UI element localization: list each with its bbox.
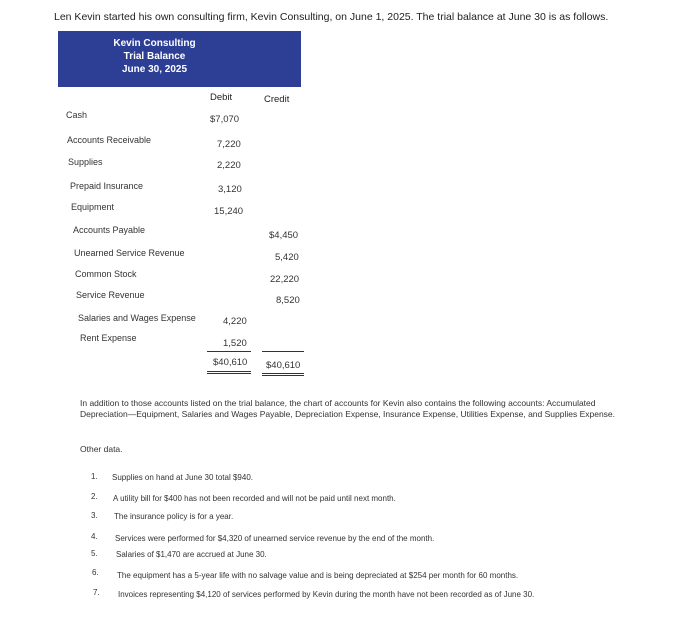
account-name: Salaries and Wages Expense xyxy=(78,313,196,323)
account-name: Common Stock xyxy=(75,269,137,279)
account-name: Prepaid Insurance xyxy=(70,181,144,191)
account-name: Unearned Service Revenue xyxy=(74,248,185,258)
company-name: Kevin Consulting xyxy=(113,38,196,49)
credit-amount: 22,220 xyxy=(270,274,300,285)
credit-amount: 8,520 xyxy=(276,295,300,306)
debit-amount: 7,220 xyxy=(217,139,241,150)
other-data-label: Other data. xyxy=(80,444,123,454)
account-name: Accounts Receivable xyxy=(67,135,152,145)
chart-of-accounts-paragraph: In addition to those accounts listed on the trial balance, the chart of accounts for Kevin also contains the following accounts: Accumulated Depreciation—Equipment, Salaries and Wages Payable, Depreciation Expense, Insurance Expense, Utilities Expense, and Supplies Expense. xyxy=(80,398,616,419)
debit-amount: 4,220 xyxy=(223,316,247,327)
item-text: Supplies on hand at June 30 total $940. xyxy=(112,473,253,482)
debit-total: $40,610 xyxy=(213,357,248,368)
total-rule-credit xyxy=(262,351,304,352)
item-number: 3. xyxy=(91,511,98,520)
credit-column-header: Credit xyxy=(264,94,290,105)
double-rule-credit xyxy=(262,373,304,374)
total-rule-debit xyxy=(207,351,251,352)
account-name: Cash xyxy=(66,110,88,120)
item-text: Services were performed for $4,320 of unearned service revenue by the end of the month. xyxy=(115,534,435,543)
debit-amount: 3,120 xyxy=(218,184,242,195)
item-number: 7. xyxy=(93,588,100,597)
item-number: 5. xyxy=(91,549,98,558)
account-name: Equipment xyxy=(71,202,115,212)
account-name: Service Revenue xyxy=(76,290,145,300)
item-text: The equipment has a 5-year life with no salvage value and is being depreciated at $254 per month for 60 months. xyxy=(117,571,519,580)
credit-total: $40,610 xyxy=(266,360,301,371)
statement-title: Trial Balance xyxy=(123,51,186,62)
item-number: 4. xyxy=(91,532,98,541)
item-text: Salaries of $1,470 are accrued at June 30. xyxy=(116,550,267,559)
credit-amount: $4,450 xyxy=(269,230,299,241)
item-number: 1. xyxy=(91,472,98,481)
intro-text: Len Kevin started his own consulting firm, Kevin Consulting, on June 1, 2025. The trial balance at June 30 is as follows. xyxy=(54,11,609,23)
item-text: Invoices representing $4,120 of services performed by Kevin during the month have not been recorded as of June 30. xyxy=(118,590,535,599)
debit-amount: 2,220 xyxy=(217,160,241,171)
item-number: 6. xyxy=(92,568,99,577)
item-text: A utility bill for $400 has not been recorded and will not be paid until next month. xyxy=(113,494,396,503)
item-text: The insurance policy is for a year. xyxy=(114,512,234,521)
account-name: Supplies xyxy=(68,157,103,167)
debit-amount: 1,520 xyxy=(223,338,247,349)
account-name: Rent Expense xyxy=(80,333,137,343)
statement-date: June 30, 2025 xyxy=(121,64,188,75)
double-rule-debit xyxy=(207,371,251,372)
credit-amount: 5,420 xyxy=(275,252,299,263)
debit-amount: $7,070 xyxy=(210,114,240,125)
item-number: 2. xyxy=(91,492,98,501)
account-name: Accounts Payable xyxy=(73,225,146,235)
debit-amount: 15,240 xyxy=(214,206,244,217)
debit-column-header: Debit xyxy=(210,92,233,103)
trial-balance-header xyxy=(58,31,301,87)
